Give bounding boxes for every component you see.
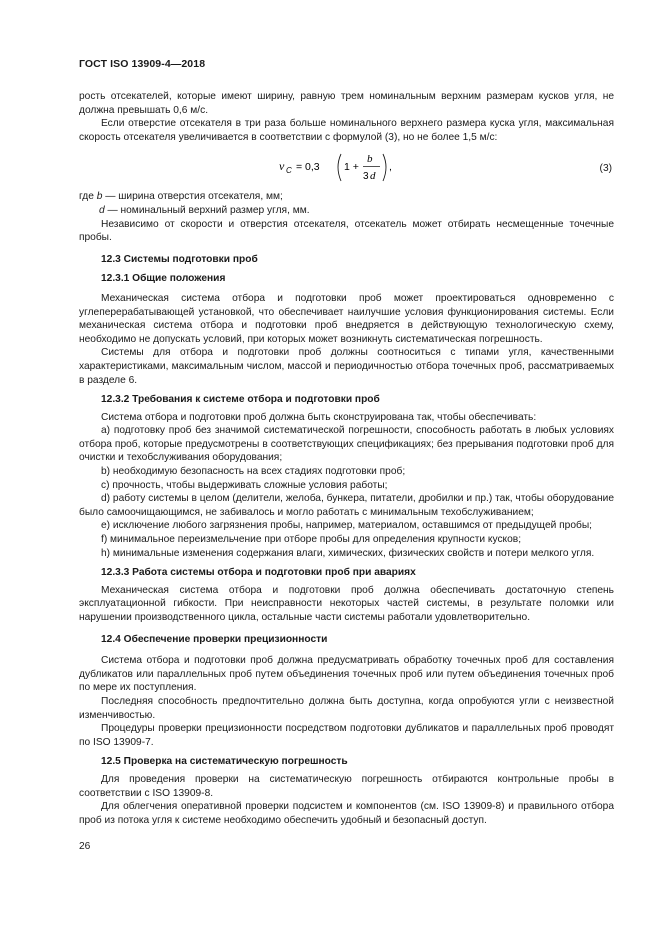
list-item-b: b) необходимую безопасность на всех стадиях подготовки проб; <box>101 466 406 478</box>
formula-graphic <box>279 148 449 188</box>
list-item-d: d) работу системы в целом (делители, желоба, бункера, питатели, дробилки и пр.) так, чтобы оборудование было самоочищающимся, не забивалось и могло работать с минимальным техобслуживанием; <box>79 493 614 518</box>
paragraph-access: Для облегчения оперативной проверки подсистем и компонентов (см. ISO 13909-8) и правильного отбора проб из потока угля к системе необходимо обеспечить удобный и безопасный доступ. <box>79 801 614 826</box>
page-body <box>79 58 614 827</box>
formula-3 <box>79 148 614 188</box>
paragraph-bias-check: Для проведения проверки на систематическую погрешность отбираются контрольные пробы в соответствии с ISO 13909-8. <box>79 773 614 799</box>
formula-v: v <box>279 159 285 174</box>
paragraph-requirements-intro: Система отбора и подготовки проб должна быть сконструирована так, чтобы обеспечивать: <box>101 411 537 423</box>
paragraph-duplicates: Система отбора и подготовки проб должна предусматривать обработку точечных проб для составления дубликатов или параллельных проб путем объединения точечных проб или путем объединения точечных проб по мере их поступления. <box>79 655 614 694</box>
list-item-f: f) минимальное переизмельчение при отборе пробы для определения крупности кусков; <box>101 534 522 546</box>
formula-comma: , <box>389 161 392 174</box>
paragraph-precision-procedures: Процедуры проверки прецизионности посредством подготовки дубликатов и параллельных проб проводят по ISO 13909-7. <box>79 723 614 748</box>
formula-number: (3) <box>599 163 612 175</box>
formula-coefficient: = 0,3 <box>296 161 320 174</box>
paragraph-velocity-increase: Если отверстие отсекателя в три раза больше номинального верхнего размера куска угля, максимальная скорость отсекателя увеличивается в соответствии с формулой (3), но не более 1,5 м/с: <box>79 118 614 143</box>
formula-denominator-3: 3 <box>363 171 369 183</box>
formula-numerator: b <box>367 153 373 166</box>
page-number: 26 <box>79 841 91 852</box>
heading-12-3: 12.3 Системы подготовки проб <box>101 253 258 265</box>
where-b-line <box>79 190 614 204</box>
var-d: d <box>99 204 105 216</box>
formula-right-paren <box>383 154 386 181</box>
list-item-a: a) подготовку проб без значимой систематической погрешности, способность работать в любых условиях отбора проб, которые предусмотрены в соответствующих спецификациях; без прерывания подготовки проб для очистки и техобслуживания оборудования; <box>79 425 614 464</box>
where-d-text: — номинальный верхний размер угля, мм. <box>104 204 310 216</box>
heading-12-3-2: 12.3.2 Требования к системе отбора и подготовки проб <box>101 394 380 406</box>
paragraph-unbiased: Независимо от скорости и отверстия отсекателя, отсекатель может отбирать несмещенные точечные пробы. <box>79 218 614 244</box>
formula-left-paren <box>338 154 341 181</box>
formula-v-subscript: C <box>286 166 292 176</box>
heading-12-4: 12.4 Обеспечение проверки прецизионности <box>101 633 328 645</box>
list-item-h: h) минимальные изменения содержания влаги, химических, физических свойств и потери мелкого угля. <box>101 547 595 559</box>
heading-12-3-3: 12.3.3 Работа системы отбора и подготовки проб при авариях <box>101 567 416 579</box>
list-item-e: e) исключение любого загрязнения пробы, например, материалом, оставшимся от предыдущей пробы; <box>101 520 592 532</box>
formula-denominator-d: d <box>370 170 376 183</box>
paragraph-velocity-limit: рость отсекателей, которые имеют ширину, равную трем номинальным верхним размерам кусков угля, не должна превышать 0,6 м/с. <box>79 91 614 116</box>
document-header: ГОСТ ISO 13909-4—2018 <box>79 58 206 70</box>
where-d-line <box>79 204 614 218</box>
heading-12-5: 12.5 Проверка на систематическую погрешность <box>101 756 348 768</box>
formula-one-plus: 1 + <box>344 161 359 174</box>
paragraph-flexibility: Механическая система отбора и подготовки проб должна обеспечивать достаточную степень эксплуатационной гибкости. При неисправности некоторых частей системы, в результате поломки или нарушении производственного цикла, остальные части системы работали удовлетворительно. <box>79 584 614 623</box>
paragraph-design: Механическая система отбора и подготовки проб может проектироваться одновременно с углеперерабатывающей установкой, что обеспечивает наилучшие условия функционирования системы. Если механическая система отбора и подготовки проб внедряется в действующую технологическую схему, необходимо не допускать условий, при которых может возникнуть систематическая погрешность. <box>79 292 614 345</box>
paragraph-correlation: Системы для отбора и подготовки проб должны соотноситься с типами угля, качественными характеристиками, максимальным числом, массой и периодичностью отбора точечных проб, рассматриваемых в разделе 6. <box>79 347 614 386</box>
paragraph-variability: Последняя способность предпочтительно должна быть доступна, когда опробуются угли с неизвестной изменчивостью. <box>79 695 614 721</box>
where-prefix: где <box>79 191 97 203</box>
where-b-text: — ширина отверстия отсекателя, мм; <box>102 191 283 203</box>
var-b: b <box>96 191 103 203</box>
list-item-c: c) прочность, чтобы выдерживать сложные условия работы; <box>101 479 388 491</box>
heading-12-3-1: 12.3.1 Общие положения <box>101 273 226 285</box>
